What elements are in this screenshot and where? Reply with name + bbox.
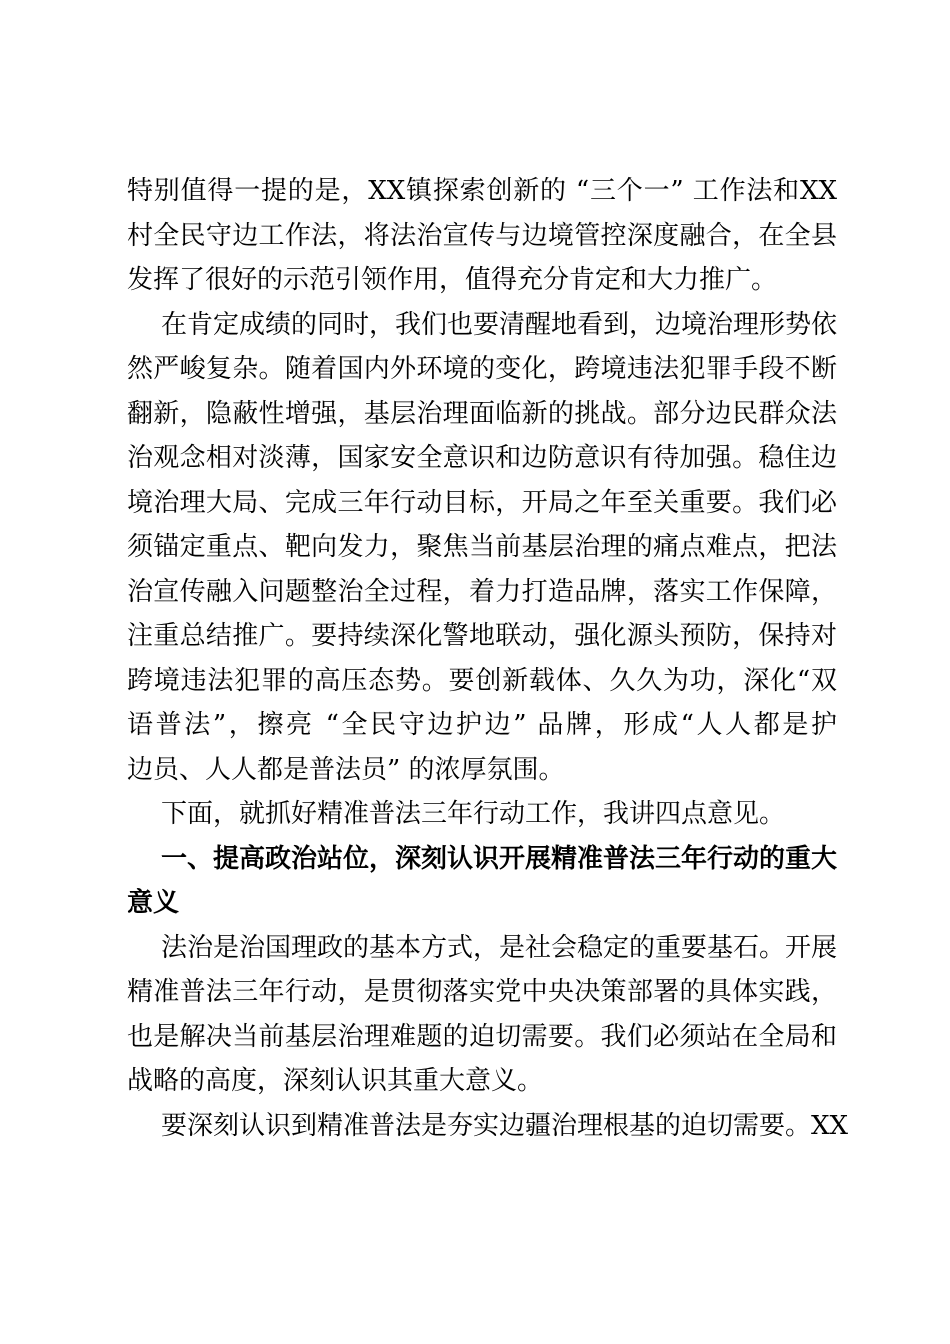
paragraph-4-line-4: 战略的高度，深刻认识其重大意义。 [127,1066,544,1096]
section-heading-line-2: 意义 [127,888,180,918]
paragraph-4-line-3: 也是解决当前基层治理难题的迫切需要。我们必须站在全局和 [127,1021,837,1052]
paragraph-2-line-3: 翻新，隐蔽性增强，基层治理面临新的挑战。部分边民群众法 [127,398,837,429]
paragraph-2-line-7: 治宣传融入问题整治全过程，着力打造品牌，落实工作保障， [127,576,837,607]
paragraph-3-line-1: 下面，就抓好精准普法三年行动工作，我讲四点意见。 [161,799,786,829]
paragraph-2-line-9: 跨境违法犯罪的高压态势。要创新载体、久久为功，深化“双 [127,665,837,696]
paragraph-2-line-8: 注重总结推广。要持续深化警地联动，强化源头预防，保持对 [127,621,837,651]
paragraph-1-line-2: 村全民守边工作法，将法治宣传与边境管控深度融合，在全县 [127,220,837,251]
paragraph-2-line-10: 语普法”，擦亮 “全民守边护边” 品牌，形成“人人都是护 [127,710,837,740]
paragraph-2-line-4: 治观念相对淡薄，国家安全意识和边防意识有待加强。稳住边 [127,443,837,473]
document-body [127,169,849,1148]
paragraph-2-line-1: 在肯定成绩的同时，我们也要清醒地看到，边境治理形势依 [161,309,838,340]
paragraph-1-line-1: 特别值得一提的是，XX镇探索创新的 “三个一” 工作法和XX [127,176,837,206]
paragraph-4-line-1: 法治是治国理政的基本方式，是社会稳定的重要基石。开展 [161,932,838,963]
paragraph-2-line-5: 境治理大局、完成三年行动目标，开局之年至关重要。我们必 [127,487,837,518]
paragraph-1-line-3: 发挥了很好的示范引领作用，值得充分肯定和大力推广。 [127,265,778,295]
paragraph-5-line-1: 要深刻认识到精准普法是夯实边疆治理根基的迫切需要。XX [161,1110,849,1141]
section-heading-line-1: 一、提高政治站位，深刻认识开展精准普法三年行动的重大 [161,843,838,874]
paragraph-4-line-2: 精准普法三年行动，是贯彻落实党中央决策部署的具体实践， [127,977,837,1007]
paragraph-2-line-11: 边员、人人都是普法员” 的浓厚氛围。 [127,754,565,785]
paragraph-2-line-2: 然严峻复杂。随着国内外环境的变化，跨境违法犯罪手段不断 [127,354,837,384]
paragraph-2-line-6: 须锚定重点、靶向发力，聚焦当前基层治理的痛点难点，把法 [127,532,837,562]
